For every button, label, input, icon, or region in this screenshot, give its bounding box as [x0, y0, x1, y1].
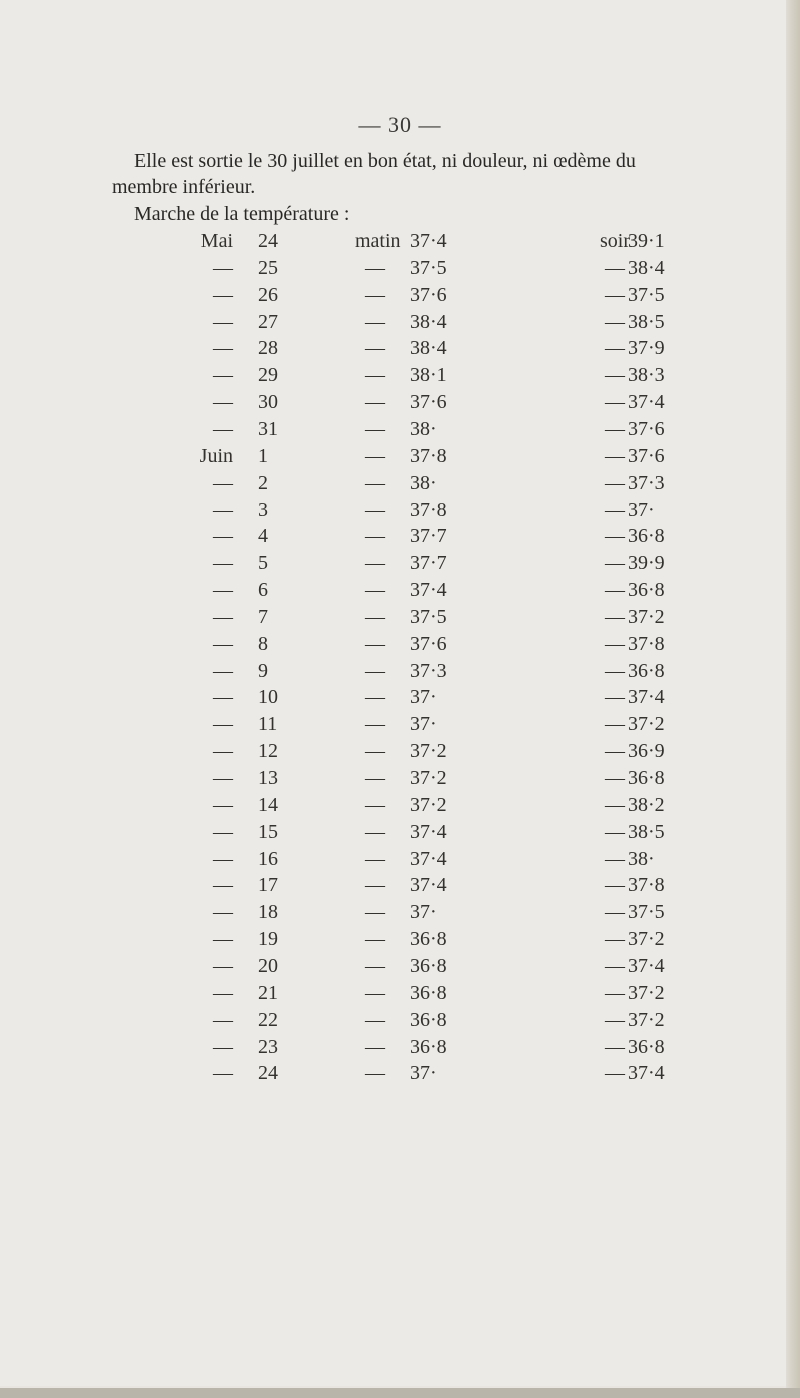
morning-label-cell: —	[365, 982, 385, 1004]
month-cell: —	[213, 579, 233, 601]
evening-label-cell: soir	[600, 230, 630, 252]
intro-line-2: membre inférieur.	[112, 176, 256, 198]
month-cell: —	[213, 901, 233, 923]
morning-temperature-cell: 37·4	[410, 821, 447, 843]
morning-label-cell: —	[365, 901, 385, 923]
day-cell: 12	[258, 740, 278, 762]
day-cell: 29	[258, 364, 278, 386]
morning-label-cell: matin	[355, 230, 401, 252]
morning-temperature-cell: 37·6	[410, 391, 447, 413]
morning-temperature-cell: 38·4	[410, 311, 447, 333]
evening-temperature-cell: 36·9	[628, 740, 665, 762]
day-cell: 28	[258, 337, 278, 359]
morning-temperature-cell: 37·4	[410, 230, 447, 252]
day-cell: 11	[258, 713, 278, 735]
morning-temperature-cell: 37·2	[410, 794, 447, 816]
temperature-row	[0, 444, 800, 468]
temperature-row	[0, 1035, 800, 1059]
morning-temperature-cell: 37·4	[410, 848, 447, 870]
morning-label-cell: —	[365, 418, 385, 440]
morning-label-cell: —	[365, 660, 385, 682]
evening-label-cell: —	[605, 525, 625, 547]
temperature-row	[0, 900, 800, 924]
temperature-row	[0, 498, 800, 522]
temperature-row	[0, 578, 800, 602]
temperature-row	[0, 739, 800, 763]
evening-temperature-cell: 37·5	[628, 284, 665, 306]
month-cell: —	[213, 633, 233, 655]
evening-label-cell: —	[605, 928, 625, 950]
month-cell: —	[213, 955, 233, 977]
morning-label-cell: —	[365, 821, 385, 843]
evening-label-cell: —	[605, 874, 625, 896]
day-cell: 24	[258, 1062, 278, 1084]
temperature-row	[0, 390, 800, 414]
evening-temperature-cell: 38·	[628, 848, 655, 870]
evening-label-cell: —	[605, 337, 625, 359]
evening-label-cell: —	[605, 821, 625, 843]
evening-label-cell: —	[605, 552, 625, 574]
temperature-row	[0, 712, 800, 736]
evening-temperature-cell: 39·1	[628, 230, 665, 252]
morning-label-cell: —	[365, 525, 385, 547]
evening-label-cell: —	[605, 1062, 625, 1084]
month-cell: —	[213, 1036, 233, 1058]
day-cell: 9	[258, 660, 268, 682]
evening-label-cell: —	[605, 418, 625, 440]
temperature-row	[0, 310, 800, 334]
morning-label-cell: —	[365, 1062, 385, 1084]
morning-temperature-cell: 37·	[410, 901, 437, 923]
morning-temperature-cell: 37·	[410, 686, 437, 708]
morning-temperature-cell: 38·1	[410, 364, 447, 386]
evening-label-cell: —	[605, 499, 625, 521]
morning-temperature-cell: 37·5	[410, 257, 447, 279]
evening-label-cell: —	[605, 633, 625, 655]
temperature-row	[0, 524, 800, 548]
evening-label-cell: —	[605, 955, 625, 977]
day-cell: 22	[258, 1009, 278, 1031]
day-cell: 2	[258, 472, 268, 494]
temperature-row	[0, 685, 800, 709]
temperature-row	[0, 471, 800, 495]
temperature-row	[0, 793, 800, 817]
morning-label-cell: —	[365, 686, 385, 708]
morning-label-cell: —	[365, 606, 385, 628]
month-cell: —	[213, 311, 233, 333]
temperature-row	[0, 1061, 800, 1085]
morning-temperature-cell: 38·	[410, 472, 437, 494]
morning-temperature-cell: 37·7	[410, 525, 447, 547]
morning-label-cell: —	[365, 284, 385, 306]
morning-label-cell: —	[365, 579, 385, 601]
day-cell: 3	[258, 499, 268, 521]
evening-label-cell: —	[605, 713, 625, 735]
temperature-row	[0, 336, 800, 360]
day-cell: 26	[258, 284, 278, 306]
month-cell: —	[213, 257, 233, 279]
evening-temperature-cell: 37·8	[628, 633, 665, 655]
morning-temperature-cell: 37·7	[410, 552, 447, 574]
temperature-row	[0, 927, 800, 951]
evening-label-cell: —	[605, 606, 625, 628]
morning-temperature-cell: 36·8	[410, 955, 447, 977]
morning-label-cell: —	[365, 874, 385, 896]
month-cell: —	[213, 1009, 233, 1031]
evening-label-cell: —	[605, 257, 625, 279]
page-edge-right	[786, 0, 800, 1398]
temperature-row	[0, 363, 800, 387]
morning-temperature-cell: 37·2	[410, 740, 447, 762]
month-cell: —	[213, 364, 233, 386]
day-cell: 24	[258, 230, 278, 252]
month-cell: —	[213, 472, 233, 494]
temperature-row	[0, 981, 800, 1005]
morning-label-cell: —	[365, 955, 385, 977]
morning-label-cell: —	[365, 1036, 385, 1058]
evening-label-cell: —	[605, 579, 625, 601]
morning-temperature-cell: 38·4	[410, 337, 447, 359]
evening-temperature-cell: 37·2	[628, 928, 665, 950]
day-cell: 16	[258, 848, 278, 870]
evening-label-cell: —	[605, 901, 625, 923]
morning-label-cell: —	[365, 364, 385, 386]
evening-temperature-cell: 36·8	[628, 579, 665, 601]
day-cell: 13	[258, 767, 278, 789]
month-cell: —	[213, 794, 233, 816]
morning-label-cell: —	[365, 337, 385, 359]
evening-temperature-cell: 37·3	[628, 472, 665, 494]
day-cell: 18	[258, 901, 278, 923]
morning-temperature-cell: 37·3	[410, 660, 447, 682]
evening-temperature-cell: 37·6	[628, 445, 665, 467]
evening-label-cell: —	[605, 284, 625, 306]
temperature-row	[0, 632, 800, 656]
day-cell: 25	[258, 257, 278, 279]
month-cell: Juin	[199, 445, 233, 467]
evening-temperature-cell: 38·2	[628, 794, 665, 816]
evening-label-cell: —	[605, 1009, 625, 1031]
temperature-row	[0, 766, 800, 790]
morning-temperature-cell: 36·8	[410, 982, 447, 1004]
evening-temperature-cell: 36·8	[628, 660, 665, 682]
evening-label-cell: —	[605, 1036, 625, 1058]
morning-temperature-cell: 36·8	[410, 1009, 447, 1031]
day-cell: 7	[258, 606, 268, 628]
morning-label-cell: —	[365, 1009, 385, 1031]
temperature-row	[0, 659, 800, 683]
morning-temperature-cell: 37·2	[410, 767, 447, 789]
morning-temperature-cell: 36·8	[410, 1036, 447, 1058]
day-cell: 30	[258, 391, 278, 413]
evening-temperature-cell: 37·	[628, 499, 655, 521]
month-cell: —	[213, 821, 233, 843]
evening-temperature-cell: 36·8	[628, 767, 665, 789]
morning-label-cell: —	[365, 767, 385, 789]
day-cell: 27	[258, 311, 278, 333]
morning-label-cell: —	[365, 928, 385, 950]
morning-label-cell: —	[365, 848, 385, 870]
morning-temperature-cell: 37·5	[410, 606, 447, 628]
page-edge-bottom	[0, 1388, 800, 1398]
morning-temperature-cell: 37·4	[410, 579, 447, 601]
temperature-row	[0, 229, 800, 253]
evening-temperature-cell: 37·8	[628, 874, 665, 896]
evening-label-cell: —	[605, 686, 625, 708]
evening-temperature-cell: 36·8	[628, 1036, 665, 1058]
month-cell: —	[213, 1062, 233, 1084]
morning-temperature-cell: 37·	[410, 713, 437, 735]
temperature-row	[0, 820, 800, 844]
intro-line-1: Elle est sortie le 30 juillet en bon état, ni douleur, ni œdème du	[134, 150, 636, 172]
month-cell: —	[213, 418, 233, 440]
evening-label-cell: —	[605, 848, 625, 870]
day-cell: 1	[258, 445, 268, 467]
evening-label-cell: —	[605, 982, 625, 1004]
day-cell: 17	[258, 874, 278, 896]
month-cell: —	[213, 767, 233, 789]
evening-temperature-cell: 38·5	[628, 311, 665, 333]
day-cell: 14	[258, 794, 278, 816]
evening-temperature-cell: 37·9	[628, 337, 665, 359]
temperature-row	[0, 417, 800, 441]
temperature-row	[0, 551, 800, 575]
day-cell: 5	[258, 552, 268, 574]
evening-label-cell: —	[605, 391, 625, 413]
month-cell: —	[213, 499, 233, 521]
month-cell: —	[213, 982, 233, 1004]
morning-temperature-cell: 37·8	[410, 445, 447, 467]
temperature-row	[0, 1008, 800, 1032]
evening-temperature-cell: 37·2	[628, 982, 665, 1004]
morning-temperature-cell: 37·8	[410, 499, 447, 521]
month-cell: —	[213, 874, 233, 896]
morning-label-cell: —	[365, 633, 385, 655]
month-cell: —	[213, 686, 233, 708]
evening-temperature-cell: 37·4	[628, 391, 665, 413]
morning-temperature-cell: 37·4	[410, 874, 447, 896]
month-cell: —	[213, 740, 233, 762]
evening-temperature-cell: 37·4	[628, 955, 665, 977]
evening-temperature-cell: 36·8	[628, 525, 665, 547]
morning-temperature-cell: 38·	[410, 418, 437, 440]
day-cell: 31	[258, 418, 278, 440]
evening-temperature-cell: 37·2	[628, 1009, 665, 1031]
month-cell: —	[213, 606, 233, 628]
evening-temperature-cell: 39·9	[628, 552, 665, 574]
day-cell: 10	[258, 686, 278, 708]
morning-label-cell: —	[365, 740, 385, 762]
day-cell: 23	[258, 1036, 278, 1058]
temperature-row	[0, 256, 800, 280]
evening-label-cell: —	[605, 472, 625, 494]
evening-temperature-cell: 38·3	[628, 364, 665, 386]
day-cell: 21	[258, 982, 278, 1004]
morning-label-cell: —	[365, 311, 385, 333]
morning-label-cell: —	[365, 472, 385, 494]
evening-label-cell: —	[605, 740, 625, 762]
evening-label-cell: —	[605, 767, 625, 789]
evening-label-cell: —	[605, 364, 625, 386]
day-cell: 4	[258, 525, 268, 547]
day-cell: 20	[258, 955, 278, 977]
month-cell: —	[213, 525, 233, 547]
evening-temperature-cell: 38·4	[628, 257, 665, 279]
evening-label-cell: —	[605, 660, 625, 682]
month-cell: —	[213, 552, 233, 574]
morning-label-cell: —	[365, 257, 385, 279]
month-cell: —	[213, 337, 233, 359]
evening-temperature-cell: 37·6	[628, 418, 665, 440]
morning-label-cell: —	[365, 499, 385, 521]
day-cell: 15	[258, 821, 278, 843]
evening-temperature-cell: 37·4	[628, 1062, 665, 1084]
morning-label-cell: —	[365, 794, 385, 816]
month-cell: —	[213, 713, 233, 735]
day-cell: 6	[258, 579, 268, 601]
temperature-row	[0, 283, 800, 307]
temperature-row	[0, 847, 800, 871]
evening-temperature-cell: 38·5	[628, 821, 665, 843]
morning-temperature-cell: 37·6	[410, 284, 447, 306]
temperature-row	[0, 873, 800, 897]
evening-temperature-cell: 37·5	[628, 901, 665, 923]
evening-label-cell: —	[605, 794, 625, 816]
temperature-row	[0, 954, 800, 978]
morning-label-cell: —	[365, 713, 385, 735]
day-cell: 19	[258, 928, 278, 950]
evening-temperature-cell: 37·2	[628, 606, 665, 628]
morning-label-cell: —	[365, 391, 385, 413]
month-cell: —	[213, 660, 233, 682]
evening-label-cell: —	[605, 311, 625, 333]
month-cell: —	[213, 284, 233, 306]
day-cell: 8	[258, 633, 268, 655]
month-cell: —	[213, 928, 233, 950]
month-cell: —	[213, 391, 233, 413]
morning-temperature-cell: 37·	[410, 1062, 437, 1084]
page-number: — 30 —	[358, 112, 442, 137]
month-cell: Mai	[200, 230, 233, 252]
morning-temperature-cell: 36·8	[410, 928, 447, 950]
evening-temperature-cell: 37·4	[628, 686, 665, 708]
evening-label-cell: —	[605, 445, 625, 467]
morning-label-cell: —	[365, 445, 385, 467]
morning-label-cell: —	[365, 552, 385, 574]
month-cell: —	[213, 848, 233, 870]
temperature-row	[0, 605, 800, 629]
evening-temperature-cell: 37·2	[628, 713, 665, 735]
morning-temperature-cell: 37·6	[410, 633, 447, 655]
intro-line-3: Marche de la température :	[134, 203, 350, 225]
